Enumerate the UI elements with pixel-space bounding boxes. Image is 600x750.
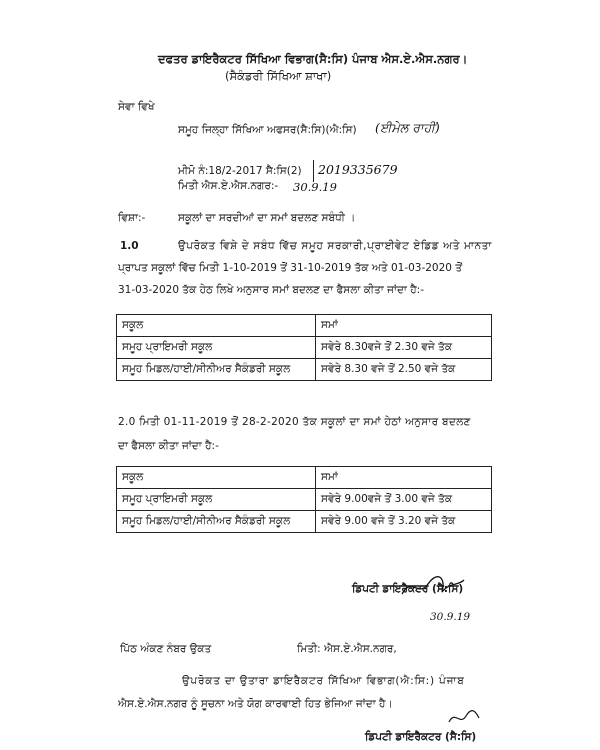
para1-line1: ਉਪਰੋਕਤ ਵਿਸ਼ੇ ਦੇ ਸਬੰਧ ਵਿੱਚ ਸਮੂਹ ਸਰਕਾਰੀ,ਪ੍ਰਾਈਵੇਟ ਏਡਿਡ ਅਤੇ ਮਾਨਤਾ: [178, 240, 492, 252]
addressee-to: ਸਮੂਹ ਜਿਲ੍ਹਾ ਸਿੱਖਿਆ ਅਫਸਰ(ਸੈ:ਸਿ)(ਐ:ਸਿ): [178, 124, 357, 136]
table-cell: ਸਵੇਰੇ 8.30 ਵਜੇ ਤੋਂ 2.50 ਵਜੇ ਤੱਕ: [316, 359, 492, 381]
handwritten-email-note: (ਈਮੇਲ ਰਾਹੀਂ): [375, 120, 440, 135]
endorsement-ref: ਪਿੱਠ ਅੰਕਣ ਨੰਬਰ ਉਕਤ: [120, 643, 212, 655]
table-cell: ਸਮੂਹ ਮਿਡਲ/ਹਾਈ/ਸੀਨੀਅਰ ਸੈਕੰਡਰੀ ਸਕੂਲ: [117, 511, 316, 533]
memo-divider: [313, 160, 314, 182]
handwritten-signature-date: 30.9.19: [430, 611, 471, 623]
table-row: [117, 511, 492, 533]
table-header-row: [117, 315, 492, 337]
subject-text: ਸਕੂਲਾਂ ਦਾ ਸਰਦੀਆਂ ਦਾ ਸਮਾਂ ਬਦਲਣ ਸਬੰਧੀ ।: [178, 212, 356, 224]
table-header-cell: ਸਕੂਲ: [117, 467, 316, 489]
handwritten-memo-date: 30.9.19: [293, 180, 337, 194]
para1-line2: ਪ੍ਰਾਪਤ ਸਕੂਲਾਂ ਵਿੱਚ ਮਿਤੀ 1-10-2019 ਤੋਂ 31-10-2019 ਤੱਕ ਅਤੇ 01-03-2020 ਤੋਂ: [118, 262, 463, 274]
table-header-cell: ਸਮਾਂ: [316, 467, 492, 489]
subject-label: ਵਿਸ਼ਾ:-: [118, 212, 146, 224]
table-row: [117, 489, 492, 511]
table-cell: ਸਮੂਹ ਮਿਡਲ/ਹਾਈ/ਸੀਨੀਅਰ ਸੈਕੰਡਰੀ ਸਕੂਲ: [117, 359, 316, 381]
schedule-table-2: [116, 466, 492, 533]
signature-scribble-2: [446, 708, 482, 728]
table-header-cell: ਸਮਾਂ: [316, 315, 492, 337]
endorsement-line1: ਉਪਰੋਕਤ ਦਾ ਉਤਾਰਾ ਡਾਇਰੈਕਟਰ ਸਿੱਖਿਆ ਵਿਭਾਗ(ਐ:ਸਿ:) ਪੰਜਾਬ: [182, 675, 465, 687]
table-cell: ਸਵੇਰੇ 8.30ਵਜੇ ਤੋਂ 2.30 ਵਜੇ ਤੱਕ: [316, 337, 492, 359]
para1-number: 1.0: [120, 240, 139, 252]
signature-title-2: ਡਿਪਟੀ ਡਾਇਰੈਕਟਰ (ਸੈ:ਸਿ): [365, 731, 477, 743]
endorsement-date: ਮਿਤੀ: ਐਸ.ਏ.ਐਸ.ਨਗਰ,: [297, 643, 397, 655]
table-cell: ਸਮੂਹ ਪ੍ਰਾਇਮਰੀ ਸਕੂਲ: [117, 489, 316, 511]
signature-title-1: ਡਿਪਟੀ ਡਾਇਰੈਕਟਰ (ਸੈ:ਸਿ): [352, 583, 464, 595]
office-header: ਦਫਤਰ ਡਾਇਰੈਕਟਰ ਸਿੱਖਿਆ ਵਿਭਾਗ(ਸੈ:ਸਿ) ਪੰਜਾਬ ਐਸ.ਏ.ਐਸ.ਨਗਰ।: [158, 52, 468, 66]
schedule-table-1: [116, 314, 492, 381]
memo-number: ਮੀਮੋ ਨੰ:18/2-2017 ਸੈ:ਸਿ(2): [178, 165, 302, 177]
endorsement-line2: ਐਸ.ਏ.ਐਸ.ਨਗਰ ਨੂੰ ਸੂਚਨਾ ਅਤੇ ਯੋਗ ਕਾਰਵਾਈ ਹਿਤ ਭੇਜਿਆ ਜਾਂਦਾ ਹੈ।: [118, 698, 393, 710]
table-row: [117, 359, 492, 381]
para2-line2: ਦਾ ਫੈਸਲਾ ਕੀਤਾ ਜਾਂਦਾ ਹੈ:-: [118, 440, 219, 452]
memo-date-label: ਮਿਤੀ ਐਸ.ਏ.ਐਸ.ਨਗਰ:-: [178, 180, 279, 192]
table-cell: ਸਵੇਰੇ 9.00ਵਜੇ ਤੋਂ 3.00 ਵਜੇ ਤੱਕ: [316, 489, 492, 511]
para1-line3: 31-03-2020 ਤੱਕ ਹੇਠ ਲਿਖੇ ਅਨੁਸਾਰ ਸਮਾਂ ਬਦਲਣ ਦਾ ਫੈਸਲਾ ਕੀਤਾ ਜਾਂਦਾ ਹੈ:-: [118, 284, 425, 296]
table-cell: ਸਮੂਹ ਪ੍ਰਾਇਮਰੀ ਸਕੂਲ: [117, 337, 316, 359]
para2-line1: 2.0 ਮਿਤੀ 01-11-2019 ਤੋਂ 28-2-2020 ਤੱਕ ਸਕੂਲਾਂ ਦਾ ਸਮਾਂ ਹੇਠਾਂ ਅਨੁਸਾਰ ਬਦਲਣ: [118, 416, 471, 428]
table-cell: ਸਵੇਰੇ 9.00 ਵਜੇ ਤੋਂ 3.20 ਵਜੇ ਤੱਕ: [316, 511, 492, 533]
table-row: [117, 337, 492, 359]
table-header-row: [117, 467, 492, 489]
branch-header: (ਸੈਕੰਡਰੀ ਸਿੱਖਿਆ ਸ਼ਾਖਾ): [225, 69, 332, 83]
table-header-cell: ਸਕੂਲ: [117, 315, 316, 337]
handwritten-memo-number: 2019335679: [318, 162, 398, 177]
salutation: ਸੇਵਾ ਵਿਖੇ: [118, 101, 155, 113]
